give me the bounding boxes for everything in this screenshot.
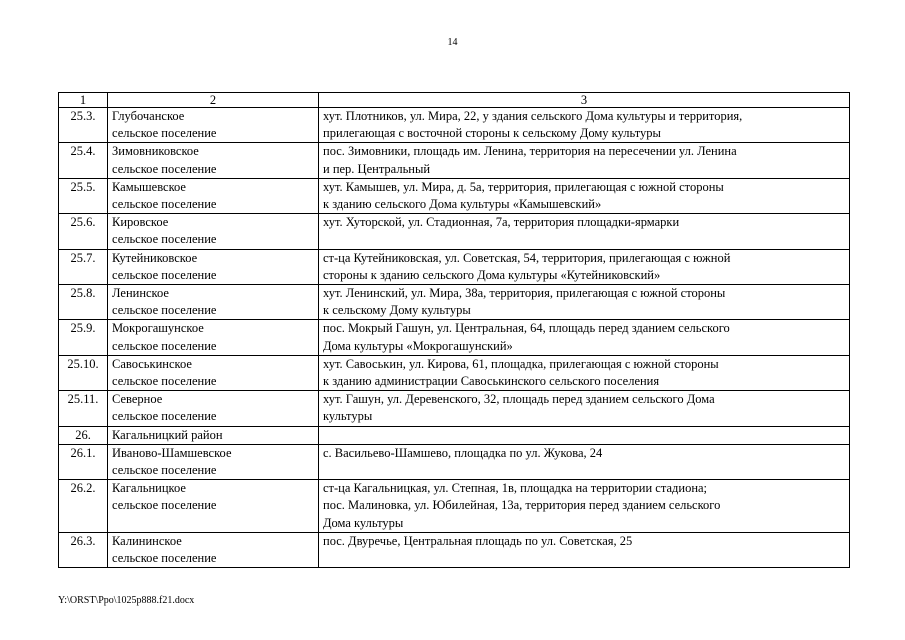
location-line: хут. Савоськин, ул. Кирова, 61, площадка, прилегающая с южной стороны — [323, 356, 719, 371]
location-cell — [319, 178, 850, 213]
table-row — [59, 178, 850, 213]
location-line: пос. Двуречье, Центральная площадь по ул. Советская, 25 — [323, 533, 633, 548]
table-row — [59, 480, 850, 533]
row-number-cell: 25.4. — [59, 143, 108, 178]
settlement-name-cell — [108, 249, 319, 284]
location-line: хут. Ленинский, ул. Мира, 38а, территория, прилегающая с южной стороны — [323, 286, 726, 301]
row-number-cell: 26.1. — [59, 444, 108, 479]
settlement-name-line: сельское поселение — [112, 303, 217, 318]
settlement-name-cell — [108, 320, 319, 355]
header-cell-1: 1 — [59, 93, 108, 108]
settlement-name-line: Савоськинское — [112, 356, 192, 371]
location-line: пос. Зимовники, площадь им. Ленина, территория на пересечении ул. Ленина — [323, 144, 737, 159]
table-header-row — [59, 93, 850, 108]
settlement-name-line: сельское поселение — [112, 338, 217, 353]
settlement-name-line: Кировское — [112, 215, 169, 230]
location-cell — [319, 249, 850, 284]
location-line: хут. Хуторской, ул. Стадионная, 7а, территория площадки-ярмарки — [323, 215, 680, 230]
location-line: ст-ца Кутейниковская, ул. Советская, 54, территория, прилегающая с южной — [323, 250, 731, 265]
settlement-name-line: сельское поселение — [112, 409, 217, 424]
table-row — [59, 355, 850, 390]
settlement-name-line: сельское поселение — [112, 551, 217, 566]
settlement-name-line: Ленинское — [112, 286, 169, 301]
location-cell — [319, 320, 850, 355]
settlement-name-line: Иваново-Шамшевское — [112, 445, 232, 460]
location-line: к сельскому Дому культуры — [323, 303, 471, 318]
table-row — [59, 249, 850, 284]
settlement-name-line: Северное — [112, 392, 163, 407]
location-line: и пер. Центральный — [323, 161, 431, 176]
location-line: пос. Мокрый Гашун, ул. Центральная, 64, площадь перед зданием сельского — [323, 321, 730, 336]
location-line: к зданию сельского Дома культуры «Камышевский» — [323, 197, 602, 212]
table-row — [59, 108, 850, 143]
settlement-name-cell — [108, 178, 319, 213]
location-line: Дома культуры «Мокрогашунский» — [323, 338, 513, 353]
settlement-name-line: сельское поселение — [112, 197, 217, 212]
settlement-name-cell — [108, 444, 319, 479]
table-row — [59, 426, 850, 444]
table-row — [59, 214, 850, 249]
header-cell-3: 3 — [319, 93, 850, 108]
settlement-name-cell — [108, 143, 319, 178]
location-line: культуры — [323, 409, 373, 424]
location-line: пос. Малиновка, ул. Юбилейная, 13а, территория перед зданием сельского — [323, 498, 721, 513]
location-cell — [319, 444, 850, 479]
location-line: хут. Камышев, ул. Мира, д. 5а, территория, прилегающая с южной стороны — [323, 179, 724, 194]
location-cell — [319, 214, 850, 249]
settlement-name-line: сельское поселение — [112, 498, 217, 513]
settlement-name-line: сельское поселение — [112, 126, 217, 141]
settlement-name-line: Мокрогашунское — [112, 321, 204, 336]
location-cell — [319, 355, 850, 390]
header-cell-2: 2 — [108, 93, 319, 108]
locations-table — [58, 92, 850, 568]
table-row — [59, 532, 850, 567]
settlement-name-line: сельское поселение — [112, 161, 217, 176]
page-number: 14 — [447, 37, 458, 48]
location-line: ст-ца Кагальницкая, ул. Степная, 1в, площадка на территории стадиона; — [323, 481, 708, 496]
settlement-name-line: сельское поселение — [112, 463, 217, 478]
row-number-cell: 25.11. — [59, 391, 108, 426]
row-number-cell: 25.5. — [59, 178, 108, 213]
row-number-cell: 25.9. — [59, 320, 108, 355]
location-cell — [319, 426, 850, 444]
settlement-name-line: Кагальницкий район — [112, 427, 223, 442]
settlement-name-cell — [108, 108, 319, 143]
location-cell — [319, 143, 850, 178]
settlement-name-cell — [108, 480, 319, 533]
location-line: к зданию администрации Савоськинского сельского поселения — [323, 374, 660, 389]
row-number-cell: 25.6. — [59, 214, 108, 249]
settlement-name-cell — [108, 532, 319, 567]
settlement-name-cell — [108, 391, 319, 426]
location-line: хут. Гашун, ул. Деревенского, 32, площадь перед зданием сельского Дома — [323, 392, 715, 407]
location-line: Дома культуры — [323, 515, 404, 530]
settlement-name-line: Камышевское — [112, 179, 186, 194]
settlement-name-line: сельское поселение — [112, 374, 217, 389]
location-cell — [319, 108, 850, 143]
table-row — [59, 143, 850, 178]
settlement-name-cell — [108, 355, 319, 390]
settlement-name-line: Кутейниковское — [112, 250, 198, 265]
location-line: стороны к зданию сельского Дома культуры «Кутейниковский» — [323, 267, 661, 282]
table-row — [59, 285, 850, 320]
location-cell — [319, 480, 850, 533]
settlement-name-cell — [108, 214, 319, 249]
settlement-name-line: Зимовниковское — [112, 144, 199, 159]
location-line: прилегающая с восточной стороны к сельскому Дому культуры — [323, 126, 661, 141]
footer-file-path: Y:\ORST\Ppo\1025p888.f21.docx — [58, 595, 195, 606]
settlement-name-cell — [108, 285, 319, 320]
table-row — [59, 444, 850, 479]
location-cell — [319, 391, 850, 426]
row-number-cell: 25.10. — [59, 355, 108, 390]
row-number-cell: 26. — [59, 426, 108, 444]
table-row — [59, 320, 850, 355]
settlement-name-line: Глубочанское — [112, 109, 185, 123]
settlement-name-line: сельское поселение — [112, 232, 217, 247]
row-number-cell: 26.3. — [59, 532, 108, 567]
location-line: с. Васильево-Шамшево, площадка по ул. Жукова, 24 — [323, 445, 603, 460]
settlement-name-line: Кагальницкое — [112, 481, 186, 496]
row-number-cell: 25.3. — [59, 108, 108, 143]
row-number-cell: 25.7. — [59, 249, 108, 284]
location-cell — [319, 285, 850, 320]
row-number-cell: 26.2. — [59, 480, 108, 533]
row-number-cell: 25.8. — [59, 285, 108, 320]
settlement-name-cell — [108, 426, 319, 444]
settlement-name-line: сельское поселение — [112, 267, 217, 282]
location-cell — [319, 532, 850, 567]
table-row — [59, 391, 850, 426]
settlement-name-line: Калининское — [112, 533, 182, 548]
location-line: хут. Плотников, ул. Мира, 22, у здания сельского Дома культуры и территория, — [323, 109, 743, 123]
